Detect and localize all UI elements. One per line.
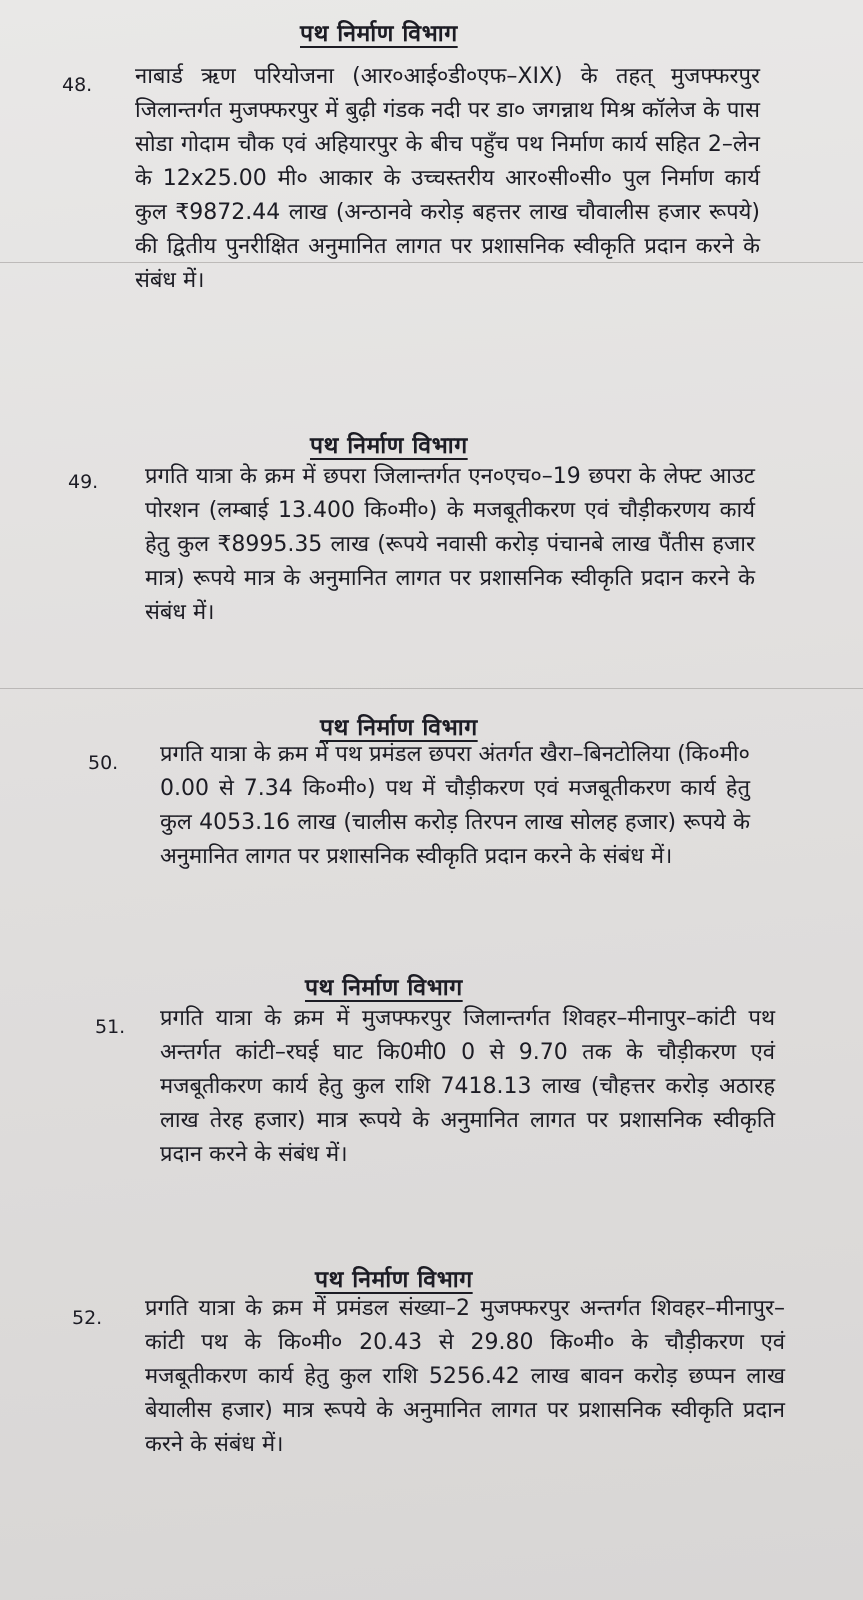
item-text: प्रगति यात्रा के क्रम में प्रमंडल संख्या–2 मुजफ्फरपुर अन्तर्गत शिवहर–मीनापुर–कांटी पथ के कि०मी० 20.43 से 29.80 कि०मी० के चौड़ीकरण एवं मजबूतीकरण कार्य हेतु कुल राशि 5256.42 लाख बावन करोड़ छप्पन लाख बेयालीस हजार) मात्र रूपये के अनुमानित लागत पर प्रशासनिक स्वीकृति प्रदान करने के संबंध में। <box>145 1296 785 1457</box>
section-heading: पथ निर्माण विभाग <box>310 433 468 459</box>
item-number: 52. <box>72 1307 103 1329</box>
item-number: 51. <box>95 1016 126 1038</box>
section-heading: पथ निर्माण विभाग <box>320 715 478 741</box>
item-text: प्रगति यात्रा के क्रम में मुजफ्फरपुर जिलान्तर्गत शिवहर–मीनापुर–कांटी पथ अन्तर्गत कांटी–रघई घाट कि0मी0 0 से 9.70 तक के चौड़ीकरण एवं मजबूतीकरण कार्य हेतु कुल राशि 7418.13 लाख (चौहत्तर करोड़ अठारह लाख तेरह हजार) मात्र रूपये के अनुमानित लागत पर प्रशासनिक स्वीकृति प्रदान करने के संबंध में। <box>160 1006 775 1167</box>
item-text: नाबार्ड ऋण परियोजना (आर०आई०डी०एफ–XIX) के तहत् मुजफ्फरपुर जिलान्तर्गत मुजफ्फरपुर में बुढ़ी गंडक नदी पर डा० जगन्नाथ मिश्र कॉलेज के पास सोडा गोदाम चौक एवं अहियारपुर के बीच पहुँच पथ निर्माण कार्य सहित 2–लेन के 12x25.00 मी० आकार के उच्चस्तरीय आर०सी०सी० पुल निर्माण कार्य कुल ₹9872.44 लाख (अन्ठानवे करोड़ बहत्तर लाख चौवालीस हजार रूपये) की द्वितीय पुनरीक्षित अनुमानित लागत पर प्रशासनिक स्वीकृति प्रदान करने के संबंध में। <box>135 64 760 293</box>
section-heading: पथ निर्माण विभाग <box>300 21 458 47</box>
item-number: 50. <box>88 752 119 774</box>
paper-fold-line <box>0 688 863 689</box>
item-number: 48. <box>62 74 93 96</box>
item-number: 49. <box>68 471 99 493</box>
section-heading: पथ निर्माण विभाग <box>315 1267 473 1293</box>
item-text: प्रगति यात्रा के क्रम में पथ प्रमंडल छपरा अंतर्गत खैरा–बिनटोलिया (कि०मी० 0.00 से 7.34 कि०मी०) पथ में चौड़ीकरण एवं मजबूतीकरण कार्य हेतु कुल 4053.16 लाख (चालीस करोड़ तिरपन लाख सोलह हजार) रूपये के अनुमानित लागत पर प्रशासनिक स्वीकृति प्रदान करने के संबंध में। <box>160 742 750 869</box>
item-text: प्रगति यात्रा के क्रम में छपरा जिलान्तर्गत एन०एच०–19 छपरा के लेफ्ट आउट पोरशन (लम्बाई 13.400 कि०मी०) के मजबूतीकरण एवं चौड़ीकरणय कार्य हेतु कुल ₹8995.35 लाख (रूपये नवासी करोड़ पंचानबे लाख पैंतीस हजार मात्र) रूपये मात्र के अनुमानित लागत पर प्रशासनिक स्वीकृति प्रदान करने के संबंध में। <box>145 464 755 625</box>
section-heading: पथ निर्माण विभाग <box>305 975 463 1001</box>
